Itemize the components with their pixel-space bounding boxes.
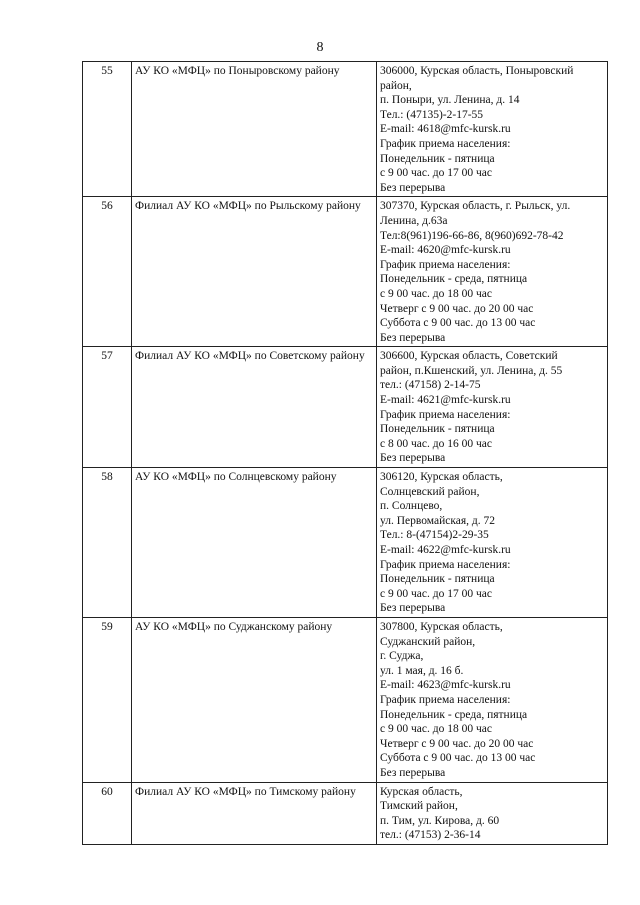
contact-line: с 9 00 час. до 17 00 час	[380, 587, 492, 600]
contact-line: 306120, Курская область,	[380, 471, 503, 484]
row-number: 60	[83, 782, 132, 844]
contact-line: п. Солнцево,	[380, 500, 443, 513]
contact-line: E-mail: 4618@mfc-kursk.ru	[380, 123, 511, 136]
contact-line: Тел:8(961)196-66-86, 8(960)692-78-42	[380, 229, 564, 242]
contact-line: Четверг с 9 00 час. до 20 00 час	[380, 737, 534, 750]
office-contacts	[377, 62, 608, 197]
contact-line: Без перерыва	[380, 602, 446, 615]
contact-line: График приема населения:	[380, 258, 511, 271]
contact-line: 306600, Курская область, Советский	[380, 350, 558, 363]
office-name: АУ КО «МФЦ» по Суджанскому району	[132, 617, 377, 782]
contact-line: Без перерыва	[380, 766, 446, 779]
table-body	[83, 62, 608, 845]
office-contacts	[377, 617, 608, 782]
contact-line: График приема населения:	[380, 408, 511, 421]
contact-line: Понедельник - среда, пятница	[380, 708, 528, 721]
row-number: 56	[83, 197, 132, 347]
contact-line: Без перерыва	[380, 331, 446, 344]
contact-line: с 9 00 час. до 18 00 час	[380, 287, 492, 300]
contact-line: п. Тим, ул. Кирова, д. 60	[380, 814, 500, 827]
contact-line: район,	[380, 79, 412, 92]
contact-line: Ленина, д.63а	[380, 214, 448, 227]
contact-line: Понедельник - пятница	[380, 423, 495, 436]
contact-line: 307370, Курская область, г. Рыльск, ул.	[380, 200, 571, 213]
office-name: Филиал АУ КО «МФЦ» по Советскому району	[132, 347, 377, 468]
contact-line: ул. Первомайская, д. 72	[380, 514, 495, 527]
row-number: 57	[83, 347, 132, 468]
table-row	[83, 617, 608, 782]
contact-line: E-mail: 4623@mfc-kursk.ru	[380, 679, 511, 692]
office-name: АУ КО «МФЦ» по Поныровскому району	[132, 62, 377, 197]
contact-line: Тел.: 8-(47154)2-29-35	[380, 529, 489, 542]
office-name: Филиал АУ КО «МФЦ» по Рыльскому району	[132, 197, 377, 347]
contact-line: 306000, Курская область, Поныровский	[380, 65, 574, 77]
contact-line: Солнцевский район,	[380, 485, 480, 498]
table-row	[83, 782, 608, 844]
office-contacts	[377, 347, 608, 468]
contact-line: Понедельник - пятница	[380, 152, 495, 165]
contact-line: ул. 1 мая, д. 16 б.	[380, 664, 464, 677]
row-number: 55	[83, 62, 132, 197]
contact-line: Четверг с 9 00 час. до 20 00 час	[380, 302, 534, 315]
contact-line: с 9 00 час. до 18 00 час	[380, 723, 492, 736]
contact-line: График приема населения:	[380, 693, 511, 706]
contact-line: График приема населения:	[380, 137, 511, 150]
contact-line: с 9 00 час. до 17 00 час	[380, 167, 492, 180]
contact-line: Тел.: (47135)-2-17-55	[380, 108, 484, 121]
office-name: Филиал АУ КО «МФЦ» по Тимскому району	[132, 782, 377, 844]
table-row	[83, 347, 608, 468]
contact-line: Суббота с 9 00 час. до 13 00 час	[380, 317, 536, 330]
contact-line: г. Суджа,	[380, 650, 424, 663]
contact-line: Понедельник - среда, пятница	[380, 273, 528, 286]
row-number: 59	[83, 617, 132, 782]
contact-line: 307800, Курская область,	[380, 620, 503, 633]
office-contacts	[377, 197, 608, 347]
office-contacts	[377, 468, 608, 618]
office-name: АУ КО «МФЦ» по Солнцевскому району	[132, 468, 377, 618]
contact-line: тел.: (47158) 2-14-75	[380, 379, 481, 392]
contact-line: Суббота с 9 00 час. до 13 00 час	[380, 752, 536, 765]
table-row	[83, 468, 608, 618]
contact-line: Тимский район,	[380, 800, 458, 813]
mfc-branches-table	[82, 61, 608, 845]
contact-line: Без перерыва	[380, 181, 446, 194]
contact-line: Без перерыва	[380, 452, 446, 465]
contact-line: Курская область,	[380, 785, 463, 798]
contact-line: Суджанский район,	[380, 635, 476, 648]
contact-line: График приема населения:	[380, 558, 511, 571]
contact-line: Понедельник - пятница	[380, 573, 495, 586]
contact-line: тел.: (47153) 2-36-14	[380, 829, 481, 842]
table-row	[83, 197, 608, 347]
table-row	[83, 62, 608, 197]
contact-line: E-mail: 4621@mfc-kursk.ru	[380, 394, 511, 407]
row-number: 58	[83, 468, 132, 618]
page-number: 8	[316, 40, 324, 55]
contact-line: E-mail: 4620@mfc-kursk.ru	[380, 244, 511, 257]
contact-line: E-mail: 4622@mfc-kursk.ru	[380, 544, 511, 556]
contact-line: п. Поныри, ул. Ленина, д. 14	[380, 94, 520, 107]
office-contacts	[377, 782, 608, 844]
contact-line: с 8 00 час. до 16 00 час	[380, 437, 492, 450]
contact-line: район, п.Кшенский, ул. Ленина, д. 55	[380, 364, 563, 377]
